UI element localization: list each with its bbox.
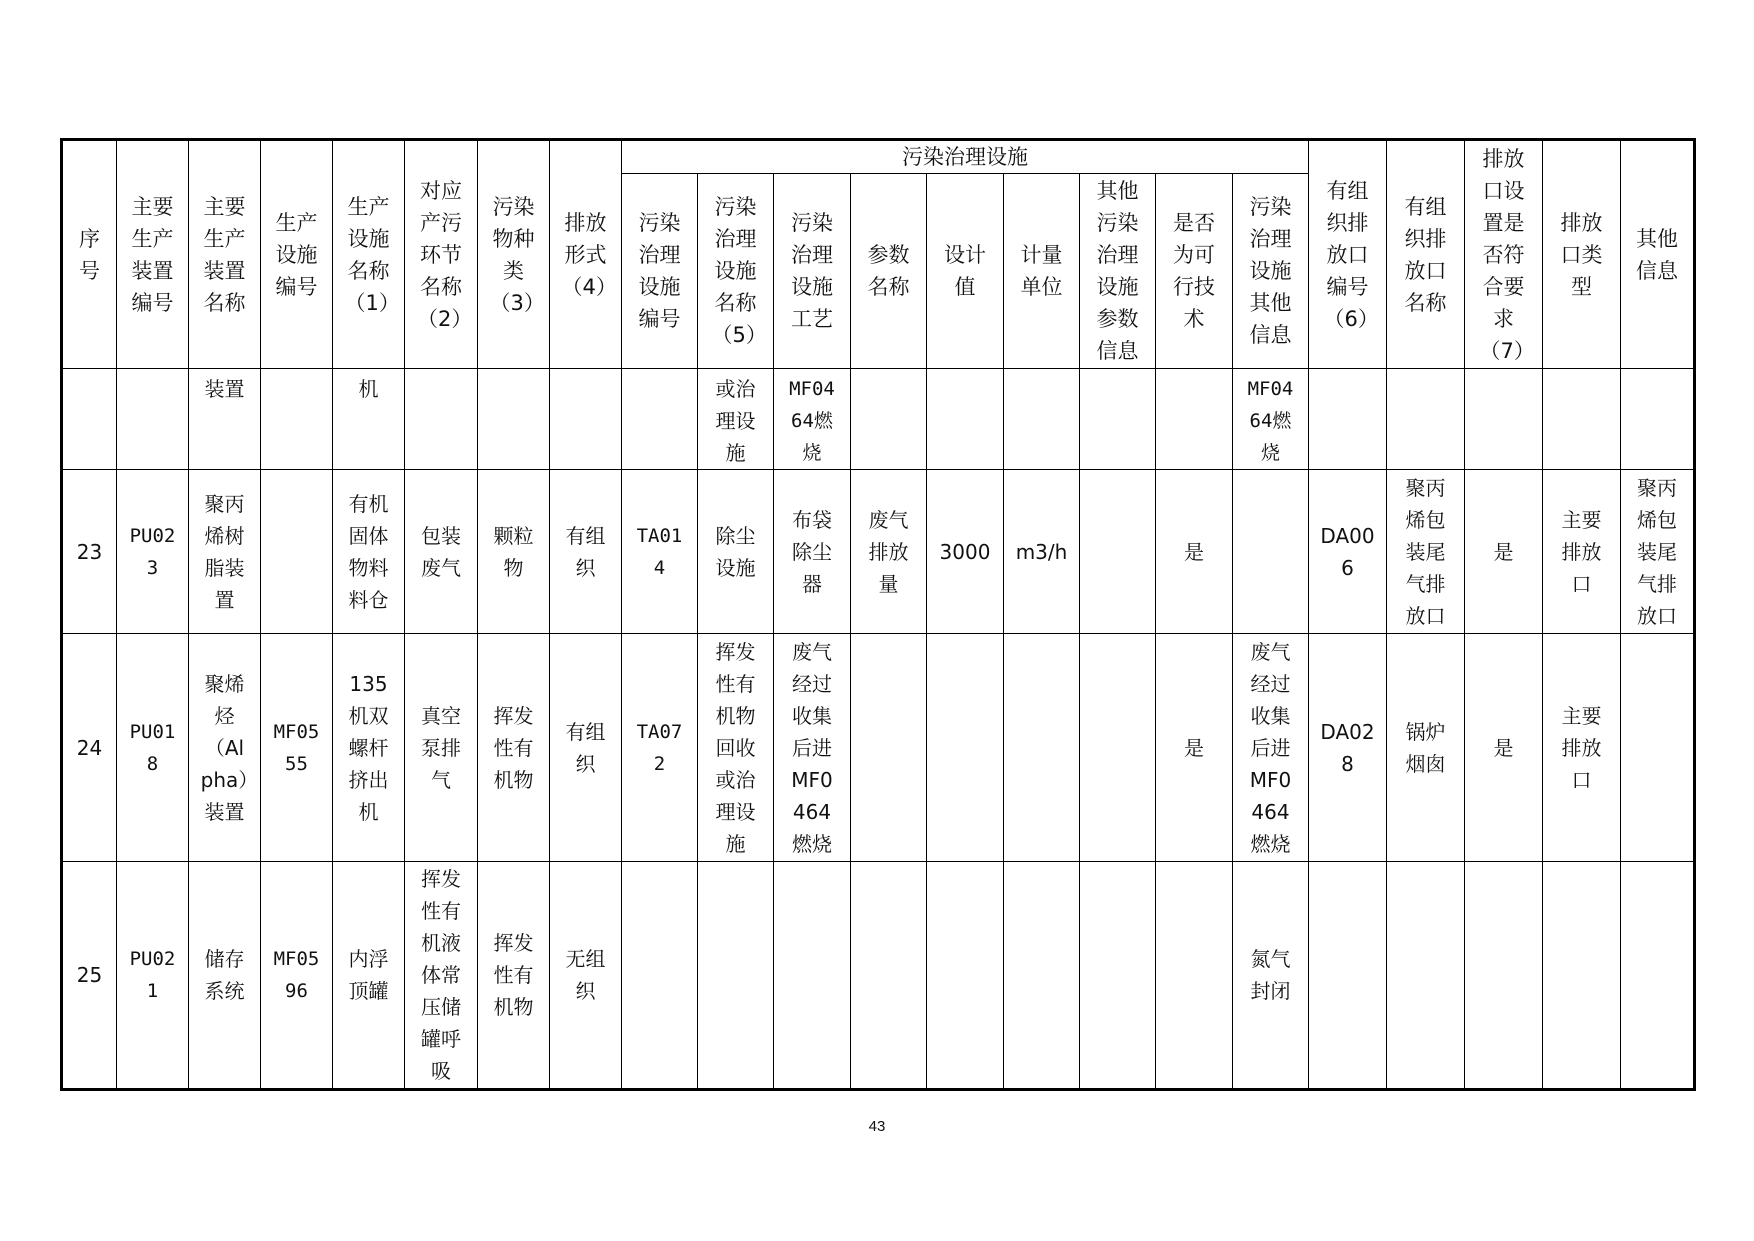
header-treat-process: 污染治理设施工艺 <box>774 174 851 369</box>
cell-process: 包装废气 <box>405 470 478 634</box>
cell-unit <box>1004 369 1080 470</box>
cell-seq <box>62 369 117 470</box>
cell-outlet-name: 锅炉烟囱 <box>1387 634 1465 862</box>
table-row <box>62 369 1695 470</box>
cell-pollutant <box>478 369 550 470</box>
cell-outlet-type <box>1543 862 1621 1090</box>
header-design-value: 设计值 <box>927 174 1004 369</box>
cell-facility-name: 机 <box>333 369 405 470</box>
cell-facility-code: MF0596 <box>261 862 333 1090</box>
cell-param-name <box>851 634 927 862</box>
cell-unit-code: PU023 <box>117 470 189 634</box>
cell-unit-code: PU021 <box>117 862 189 1090</box>
cell-other-info: 聚丙烯包装尾气排放口 <box>1621 470 1695 634</box>
cell-seq: 23 <box>62 470 117 634</box>
cell-emission-form: 有组织 <box>550 470 622 634</box>
cell-outlet-name <box>1387 862 1465 1090</box>
cell-treat-code: TA014 <box>622 470 698 634</box>
cell-outlet-code <box>1309 369 1387 470</box>
header-facility-name: 生产设施名称（1） <box>333 140 405 369</box>
cell-design-value: 3000 <box>927 470 1004 634</box>
cell-treat-code: TA072 <box>622 634 698 862</box>
cell-process: 真空泵排气 <box>405 634 478 862</box>
cell-treat-other: MF0464燃烧 <box>1233 369 1309 470</box>
cell-outlet-type: 主要排放口 <box>1543 470 1621 634</box>
cell-treat-other: 氮气封闭 <box>1233 862 1309 1090</box>
cell-outlet-type <box>1543 369 1621 470</box>
header-outlet-compliant: 排放口设置是否符合要求（7） <box>1465 140 1543 369</box>
cell-unit <box>1004 862 1080 1090</box>
cell-seq: 24 <box>62 634 117 862</box>
cell-unit: m3/h <box>1004 470 1080 634</box>
cell-treat-name <box>698 862 774 1090</box>
header-treat-other: 污染治理设施其他信息 <box>1233 174 1309 369</box>
page-number: 43 <box>868 1118 886 1135</box>
cell-treat-process: 废气经过收集后进MF0464燃烧 <box>774 634 851 862</box>
cell-pollutant: 挥发性有机物 <box>478 634 550 862</box>
cell-feasible: 是 <box>1156 470 1233 634</box>
cell-design-value <box>927 862 1004 1090</box>
cell-unit-code: PU018 <box>117 634 189 862</box>
cell-other-info <box>1621 862 1695 1090</box>
cell-param-name <box>851 369 927 470</box>
cell-outlet-code: DA028 <box>1309 634 1387 862</box>
cell-param-name: 废气排放量 <box>851 470 927 634</box>
cell-unit-name: 储存系统 <box>189 862 261 1090</box>
cell-unit-name: 聚烯烃（Alpha）装置 <box>189 634 261 862</box>
cell-seq: 25 <box>62 862 117 1090</box>
header-other-params: 其他污染治理设施参数信息 <box>1080 174 1156 369</box>
header-process: 对应产污环节名称（2） <box>405 140 478 369</box>
cell-treat-other <box>1233 470 1309 634</box>
table-row <box>62 470 1695 634</box>
table-row <box>62 634 1695 862</box>
cell-treat-process <box>774 862 851 1090</box>
header-treat-code: 污染治理设施编号 <box>622 174 698 369</box>
cell-treat-process: 布袋除尘器 <box>774 470 851 634</box>
cell-other-params <box>1080 634 1156 862</box>
header-feasible: 是否为可行技术 <box>1156 174 1233 369</box>
cell-outlet-compliant <box>1465 862 1543 1090</box>
cell-treat-name: 挥发性有机物回收或治理设施 <box>698 634 774 862</box>
cell-other-params <box>1080 470 1156 634</box>
cell-treat-name: 除尘设施 <box>698 470 774 634</box>
cell-emission-form <box>550 369 622 470</box>
cell-unit <box>1004 634 1080 862</box>
table-row <box>62 862 1695 1090</box>
header-facility-code: 生产设施编号 <box>261 140 333 369</box>
cell-facility-code: MF0555 <box>261 634 333 862</box>
cell-outlet-compliant <box>1465 369 1543 470</box>
cell-feasible <box>1156 369 1233 470</box>
header-unit-code: 主要生产装置编号 <box>117 140 189 369</box>
cell-emission-form: 无组织 <box>550 862 622 1090</box>
header-other-info: 其他信息 <box>1621 140 1695 369</box>
cell-other-info <box>1621 369 1695 470</box>
cell-unit-code <box>117 369 189 470</box>
cell-facility-code <box>261 369 333 470</box>
cell-outlet-code: DA006 <box>1309 470 1387 634</box>
cell-design-value <box>927 369 1004 470</box>
header-emission-form: 排放形式（4） <box>550 140 622 369</box>
cell-outlet-type: 主要排放口 <box>1543 634 1621 862</box>
header-unit-name: 主要生产装置名称 <box>189 140 261 369</box>
permit-table <box>60 138 1696 1091</box>
header-group-treatment: 污染治理设施 <box>622 140 1309 174</box>
header-outlet-name: 有组织排放口名称 <box>1387 140 1465 369</box>
cell-pollutant: 颗粒物 <box>478 470 550 634</box>
cell-param-name <box>851 862 927 1090</box>
cell-treat-code <box>622 369 698 470</box>
cell-feasible <box>1156 862 1233 1090</box>
cell-outlet-code <box>1309 862 1387 1090</box>
cell-outlet-compliant: 是 <box>1465 634 1543 862</box>
cell-treat-code <box>622 862 698 1090</box>
cell-other-params <box>1080 862 1156 1090</box>
cell-outlet-name: 聚丙烯包装尾气排放口 <box>1387 470 1465 634</box>
header-outlet-code: 有组织排放口编号（6） <box>1309 140 1387 369</box>
cell-unit-name: 装置 <box>189 369 261 470</box>
header-treat-name: 污染治理设施名称（5） <box>698 174 774 369</box>
cell-treat-process: MF0464燃烧 <box>774 369 851 470</box>
cell-process <box>405 369 478 470</box>
cell-facility-code <box>261 470 333 634</box>
header-pollutant: 污染物种类（3） <box>478 140 550 369</box>
cell-pollutant: 挥发性有机物 <box>478 862 550 1090</box>
cell-outlet-name <box>1387 369 1465 470</box>
cell-process: 挥发性有机液体常压储罐呼吸 <box>405 862 478 1090</box>
header-outlet-type: 排放口类型 <box>1543 140 1621 369</box>
cell-outlet-compliant: 是 <box>1465 470 1543 634</box>
cell-unit-name: 聚丙烯树脂装置 <box>189 470 261 634</box>
cell-treat-name: 或治理设施 <box>698 369 774 470</box>
cell-feasible: 是 <box>1156 634 1233 862</box>
cell-other-info <box>1621 634 1695 862</box>
cell-facility-name: 有机固体物料料仓 <box>333 470 405 634</box>
header-unit: 计量单位 <box>1004 174 1080 369</box>
cell-facility-name: 135机双螺杆挤出机 <box>333 634 405 862</box>
cell-treat-other: 废气经过收集后进MF0464燃烧 <box>1233 634 1309 862</box>
cell-facility-name: 内浮顶罐 <box>333 862 405 1090</box>
header-seq: 序号 <box>62 140 117 369</box>
cell-design-value <box>927 634 1004 862</box>
cell-emission-form: 有组织 <box>550 634 622 862</box>
cell-other-params <box>1080 369 1156 470</box>
header-param-name: 参数名称 <box>851 174 927 369</box>
